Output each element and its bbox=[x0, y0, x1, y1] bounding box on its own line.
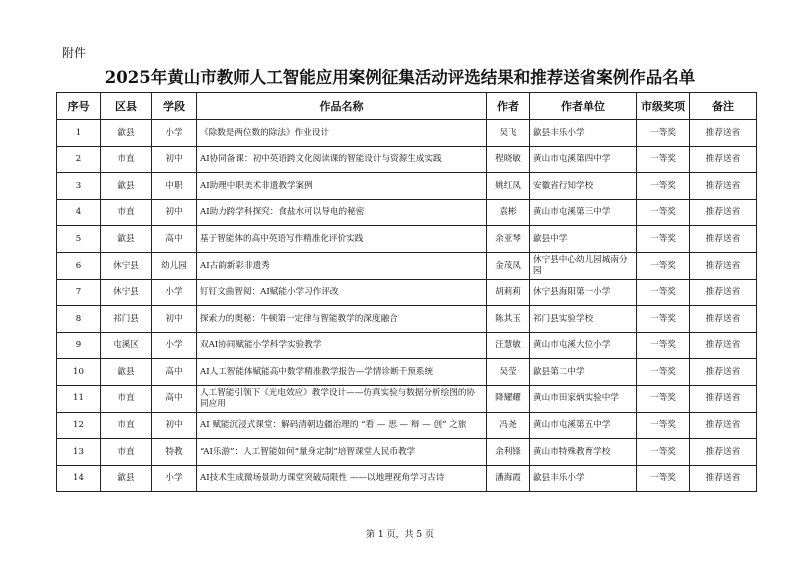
cell-level: 小学 bbox=[152, 120, 197, 147]
cell-remark: 推荐送省 bbox=[690, 306, 757, 333]
cell-award: 一等奖 bbox=[637, 279, 690, 306]
cell-level: 特教 bbox=[152, 439, 197, 466]
cell-author-unit: 休宁县海阳第一小学 bbox=[530, 279, 637, 306]
cell-author-unit: 黄山市屯溪第五中学 bbox=[530, 412, 637, 439]
cell-author: 余利锋 bbox=[487, 439, 530, 466]
cell-work-title: AI助理中职美术非遗教学案例 bbox=[197, 173, 487, 200]
header-work-title: 作品名称 bbox=[197, 93, 487, 120]
cell-index: 3 bbox=[57, 173, 101, 200]
table-row bbox=[57, 359, 757, 386]
table-row bbox=[57, 120, 757, 147]
cell-district: 市直 bbox=[101, 199, 152, 226]
cell-level: 初中 bbox=[152, 412, 197, 439]
cell-remark: 推荐送省 bbox=[690, 226, 757, 253]
cell-remark: 推荐送省 bbox=[690, 199, 757, 226]
cell-author: 金茂凤 bbox=[487, 252, 530, 279]
cell-award: 一等奖 bbox=[637, 385, 690, 412]
cell-award: 一等奖 bbox=[637, 173, 690, 200]
header-level: 学段 bbox=[152, 93, 197, 120]
cell-index: 11 bbox=[57, 385, 101, 412]
cell-level: 初中 bbox=[152, 199, 197, 226]
cell-work-title: 《除数是两位数的除法》作业设计 bbox=[197, 120, 487, 147]
cell-author: 吴莹 bbox=[487, 359, 530, 386]
cell-award: 一等奖 bbox=[637, 120, 690, 147]
cell-work-title: AI古韵新彩非遗秀 bbox=[197, 252, 487, 279]
table-body bbox=[57, 120, 757, 492]
cell-work-title: AI协同备课：初中英语跨文化阅读课的智能设计与资源生成实践 bbox=[197, 146, 487, 173]
cell-award: 一等奖 bbox=[637, 252, 690, 279]
document-title: 2025年黄山市教师人工智能应用案例征集活动评选结果和推荐送省案例作品名单 bbox=[104, 68, 696, 87]
cell-author-unit: 祁门县实验学校 bbox=[530, 306, 637, 333]
attachment-label: 附件 bbox=[62, 46, 87, 60]
cell-work-title: 钉钉文曲智阅：AI赋能小学习作评改 bbox=[197, 279, 487, 306]
table-row bbox=[57, 252, 757, 279]
table-row bbox=[57, 173, 757, 200]
cell-district: 屯溪区 bbox=[101, 332, 152, 359]
cell-level: 小学 bbox=[152, 279, 197, 306]
cell-remark: 推荐送省 bbox=[690, 252, 757, 279]
cell-index: 7 bbox=[57, 279, 101, 306]
cell-level: 高中 bbox=[152, 385, 197, 412]
cell-author-unit: 安徽省行知学校 bbox=[530, 173, 637, 200]
cell-author-unit: 歙县丰乐小学 bbox=[530, 465, 637, 492]
header-index: 序号 bbox=[57, 93, 101, 120]
cell-index: 14 bbox=[57, 465, 101, 492]
cell-index: 12 bbox=[57, 412, 101, 439]
cell-award: 一等奖 bbox=[637, 332, 690, 359]
cell-author: 冯尧 bbox=[487, 412, 530, 439]
cell-author: 汪慧敏 bbox=[487, 332, 530, 359]
cell-remark: 推荐送省 bbox=[690, 465, 757, 492]
cell-work-title: 人工智能引领下《光电效应》教学设计——仿真实验与数据分析绘图的协同应用 bbox=[197, 385, 487, 412]
cell-remark: 推荐送省 bbox=[690, 146, 757, 173]
cell-author: 降耀耀 bbox=[487, 385, 530, 412]
cell-award: 一等奖 bbox=[637, 146, 690, 173]
table-row bbox=[57, 279, 757, 306]
table-row bbox=[57, 306, 757, 333]
cell-author-unit: 歙县第二中学 bbox=[530, 359, 637, 386]
cell-author-unit: 黄山市屯溪第四中学 bbox=[530, 146, 637, 173]
cell-award: 一等奖 bbox=[637, 359, 690, 386]
cell-work-title: 基于智能体的高中英语写作精准化评价实践 bbox=[197, 226, 487, 253]
cell-district: 祁门县 bbox=[101, 306, 152, 333]
header-district: 区县 bbox=[101, 93, 152, 120]
cell-author-unit: 歙县丰乐小学 bbox=[530, 120, 637, 147]
cell-award: 一等奖 bbox=[637, 439, 690, 466]
cell-district: 歙县 bbox=[101, 226, 152, 253]
cell-level: 幼儿园 bbox=[152, 252, 197, 279]
header-award: 市级奖项 bbox=[637, 93, 690, 120]
table-row bbox=[57, 439, 757, 466]
cell-work-title: “AI乐游”：人工智能如何“量身定制”培智课堂人民币教学 bbox=[197, 439, 487, 466]
table-header-row bbox=[57, 93, 757, 120]
cell-author: 姚红凤 bbox=[487, 173, 530, 200]
page-footer: 第 1 页，共 5 页 bbox=[366, 530, 434, 540]
table-row bbox=[57, 465, 757, 492]
cell-work-title: AI助力跨学科探究：食盐水可以导电的秘密 bbox=[197, 199, 487, 226]
cell-index: 6 bbox=[57, 252, 101, 279]
table-row bbox=[57, 226, 757, 253]
cell-author: 潘海霞 bbox=[487, 465, 530, 492]
cell-remark: 推荐送省 bbox=[690, 332, 757, 359]
cell-author-unit: 休宁县中心幼儿园城南分园 bbox=[530, 252, 637, 279]
cell-author-unit: 黄山市屯溪大位小学 bbox=[530, 332, 637, 359]
cell-index: 8 bbox=[57, 306, 101, 333]
cell-district: 歙县 bbox=[101, 120, 152, 147]
cell-author: 程晓敏 bbox=[487, 146, 530, 173]
cell-remark: 推荐送省 bbox=[690, 359, 757, 386]
cell-work-title: AI人工智能体赋能高中数学精准教学报告—学情诊断千预系统 bbox=[197, 359, 487, 386]
table-row bbox=[57, 332, 757, 359]
cell-level: 高中 bbox=[152, 226, 197, 253]
results-table bbox=[56, 92, 757, 492]
table-row bbox=[57, 412, 757, 439]
cell-author: 袁彬 bbox=[487, 199, 530, 226]
cell-author: 胡莉莉 bbox=[487, 279, 530, 306]
cell-index: 1 bbox=[57, 120, 101, 147]
cell-remark: 推荐送省 bbox=[690, 173, 757, 200]
cell-remark: 推荐送省 bbox=[690, 439, 757, 466]
header-remark: 备注 bbox=[690, 93, 757, 120]
cell-award: 一等奖 bbox=[637, 226, 690, 253]
cell-remark: 推荐送省 bbox=[690, 279, 757, 306]
table-row bbox=[57, 199, 757, 226]
cell-work-title: 双AI协同赋能小学科学实验教学 bbox=[197, 332, 487, 359]
cell-author-unit: 黄山市屯溪第三中学 bbox=[530, 199, 637, 226]
cell-district: 休宁县 bbox=[101, 252, 152, 279]
cell-author: 陈其玉 bbox=[487, 306, 530, 333]
cell-index: 4 bbox=[57, 199, 101, 226]
cell-award: 一等奖 bbox=[637, 465, 690, 492]
cell-level: 高中 bbox=[152, 359, 197, 386]
cell-district: 市直 bbox=[101, 439, 152, 466]
cell-author-unit: 歙县中学 bbox=[530, 226, 637, 253]
cell-district: 歙县 bbox=[101, 173, 152, 200]
cell-award: 一等奖 bbox=[637, 306, 690, 333]
cell-author: 余亚琴 bbox=[487, 226, 530, 253]
cell-level: 中职 bbox=[152, 173, 197, 200]
cell-level: 小学 bbox=[152, 465, 197, 492]
cell-district: 市直 bbox=[101, 146, 152, 173]
cell-work-title: AI技术生成微场景助力课堂突破局限性 ——以地理视角学习古诗 bbox=[197, 465, 487, 492]
cell-work-title: AI 赋能沉浸式课堂：解码清朝边疆治理的 “看 — 思 — 辩 — 创” 之旅 bbox=[197, 412, 487, 439]
cell-level: 初中 bbox=[152, 146, 197, 173]
cell-author-unit: 黄山市田家炳实验中学 bbox=[530, 385, 637, 412]
cell-district: 歙县 bbox=[101, 465, 152, 492]
cell-remark: 推荐送省 bbox=[690, 412, 757, 439]
table-row bbox=[57, 385, 757, 412]
cell-index: 5 bbox=[57, 226, 101, 253]
cell-district: 市直 bbox=[101, 385, 152, 412]
cell-remark: 推荐送省 bbox=[690, 385, 757, 412]
cell-index: 2 bbox=[57, 146, 101, 173]
cell-author: 吴飞 bbox=[487, 120, 530, 147]
cell-index: 10 bbox=[57, 359, 101, 386]
cell-district: 歙县 bbox=[101, 359, 152, 386]
cell-author-unit: 黄山市特殊教育学校 bbox=[530, 439, 637, 466]
cell-award: 一等奖 bbox=[637, 412, 690, 439]
cell-district: 休宁县 bbox=[101, 279, 152, 306]
cell-index: 9 bbox=[57, 332, 101, 359]
cell-level: 初中 bbox=[152, 306, 197, 333]
table-row bbox=[57, 146, 757, 173]
header-author-unit: 作者单位 bbox=[530, 93, 637, 120]
cell-district: 市直 bbox=[101, 412, 152, 439]
cell-remark: 推荐送省 bbox=[690, 120, 757, 147]
header-author: 作者 bbox=[487, 93, 530, 120]
cell-work-title: 探索力的奥秘：牛顿第一定律与智能教学的深度融合 bbox=[197, 306, 487, 333]
cell-level: 小学 bbox=[152, 332, 197, 359]
cell-award: 一等奖 bbox=[637, 199, 690, 226]
cell-index: 13 bbox=[57, 439, 101, 466]
